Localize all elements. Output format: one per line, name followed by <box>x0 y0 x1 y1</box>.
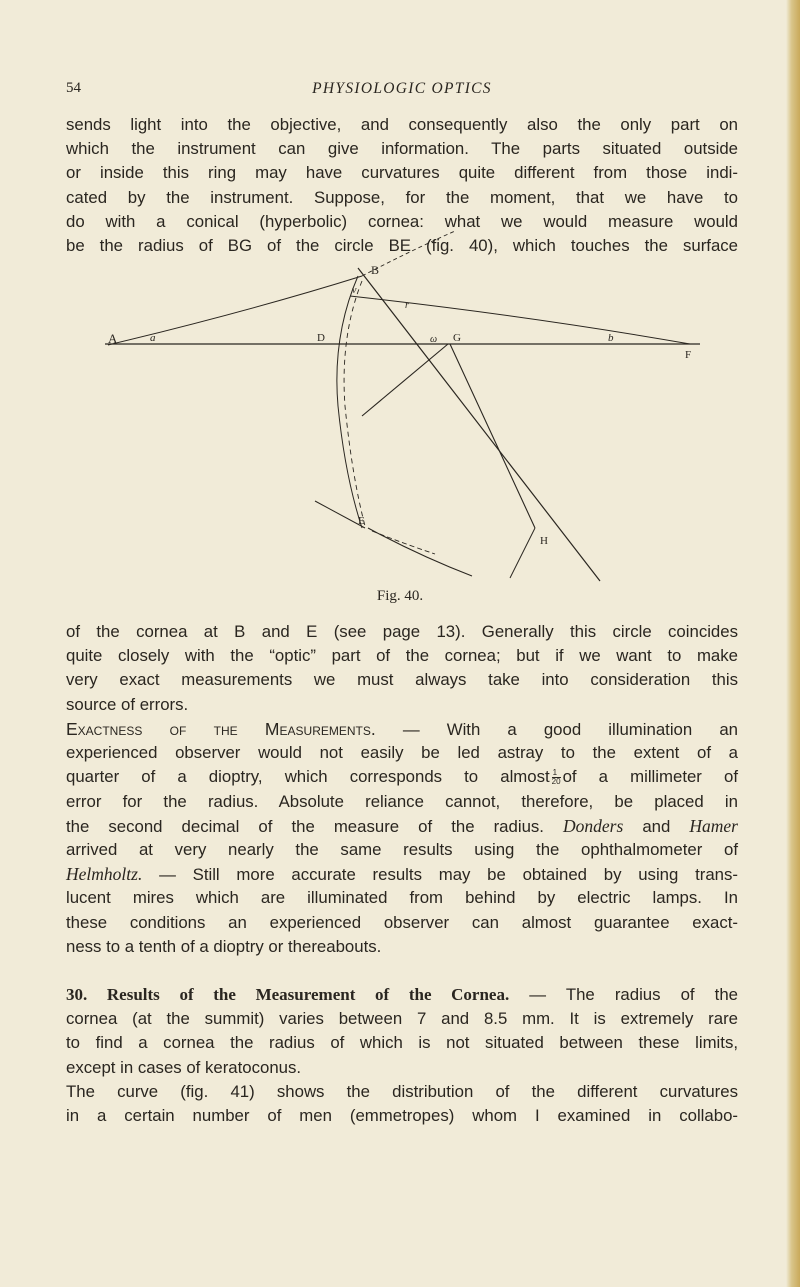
text-line: quarter of a dioptry, which corresponds to almost $\frac{1}{20}$ of a millimeter of <box>66 767 738 787</box>
text-line: sends light into the objective, and consequently also the only part on <box>66 115 738 134</box>
exactness-heading: Exactness of the Measurements. <box>66 719 376 739</box>
figure-40-diagram <box>100 263 700 586</box>
text-line: experienced observer would not easily be led astray to the extent of a <box>66 743 738 763</box>
label-A: A <box>108 331 118 346</box>
label-omega: ω <box>430 334 438 345</box>
label-H: H <box>540 535 548 547</box>
text-line: these conditions an experienced observer can almost guarantee exact- <box>66 912 738 932</box>
text-line: error for the radius. Absolute reliance cannot, therefore, be placed in <box>66 791 738 811</box>
text-line: 30. Results of the Measurement of the Cornea. — The radius of the <box>66 985 738 1004</box>
text-line: be the radius of BG of the circle BE (fig. 40), which touches the surface <box>66 235 738 255</box>
radius-bg-line <box>358 268 600 581</box>
text-line: or inside this ring may have curvatures quite different from those indi- <box>66 163 738 183</box>
text-line: to find a cornea the radius of which is not situated between these limits, <box>66 1033 738 1053</box>
text-line: Helmholtz. — Still more accurate results may be obtained by using trans- <box>66 864 738 885</box>
paragraph-cornea <box>66 620 738 717</box>
name-donders: Donders <box>563 815 624 836</box>
circle-arc-dashed <box>344 281 365 526</box>
text-line: of the cornea at B and E (see page 13). Generally this circle coincides <box>66 622 738 641</box>
text-line: which the instrument can give information. The parts situated outside <box>66 139 738 159</box>
text-line: arrived at very nearly the same results using the ophthalmometer of <box>66 839 738 859</box>
text-line: Exactness of the Measurements. — With a good illumination an <box>66 719 738 739</box>
page-number: 54 <box>66 80 81 96</box>
text-line: in a certain number of men (emmetropes) whom I examined in collabo- <box>66 1105 738 1125</box>
label-B: B <box>371 263 380 277</box>
running-title: PHYSIOLOGIC OPTICS <box>312 80 492 97</box>
text-line: ness to a tenth of a dioptry or thereabouts. <box>66 936 382 956</box>
label-F: F <box>685 349 692 361</box>
label-b: b <box>608 332 614 344</box>
radius-ge-line <box>362 344 448 416</box>
text-line: very exact measurements we must always take into consideration this <box>66 670 738 690</box>
ray-b-to-f <box>350 296 690 344</box>
section-30-heading: 30. Results of the Measurement of the Cornea. <box>66 985 510 1004</box>
text-line: cated by the instrument. Suppose, for the moment, that we have to <box>66 187 738 207</box>
text-line: lucent mires which are illuminated from behind by electric lamps. In <box>66 888 738 908</box>
label-E: E <box>358 515 365 527</box>
text-line: quite closely with the “optic” part of the cornea; but if we want to make <box>66 646 738 666</box>
text-line: The curve (fig. 41) shows the distribution of the different curvatures <box>66 1081 738 1101</box>
label-v: v <box>352 285 357 296</box>
name-helmholtz: Helmholtz. <box>66 864 143 885</box>
cornea-arc <box>337 276 362 528</box>
ray-h-lower <box>510 528 535 578</box>
label-r: r <box>405 300 409 311</box>
text-line: source of errors. <box>66 694 189 714</box>
paragraph-exactness <box>66 717 738 959</box>
text-line: cornea (at the summit) varies between 7 and 8.5 mm. It is extremely rare <box>66 1009 738 1029</box>
curve-lower-dashed <box>372 531 435 554</box>
page-edge-shadow <box>786 0 800 1287</box>
fraction-one-twentieth: $\frac{1}{20}$ <box>551 768 561 787</box>
page-header <box>66 80 738 104</box>
label-D: D <box>317 332 325 344</box>
text-line: except in cases of keratoconus. <box>66 1057 302 1077</box>
label-a: a <box>150 332 156 344</box>
text-line: do with a conical (hyperbolic) cornea: what we would measure would <box>66 211 738 231</box>
name-hamer: Hamer <box>689 815 738 836</box>
paragraph-top <box>66 113 738 258</box>
ray-g-h <box>450 344 535 528</box>
label-G: G <box>453 332 461 344</box>
figure-caption: Fig. 40. <box>376 588 424 604</box>
text-line: the second decimal of the measure of the radius. Donders and Hamer <box>66 815 738 836</box>
section-30 <box>66 983 738 1128</box>
